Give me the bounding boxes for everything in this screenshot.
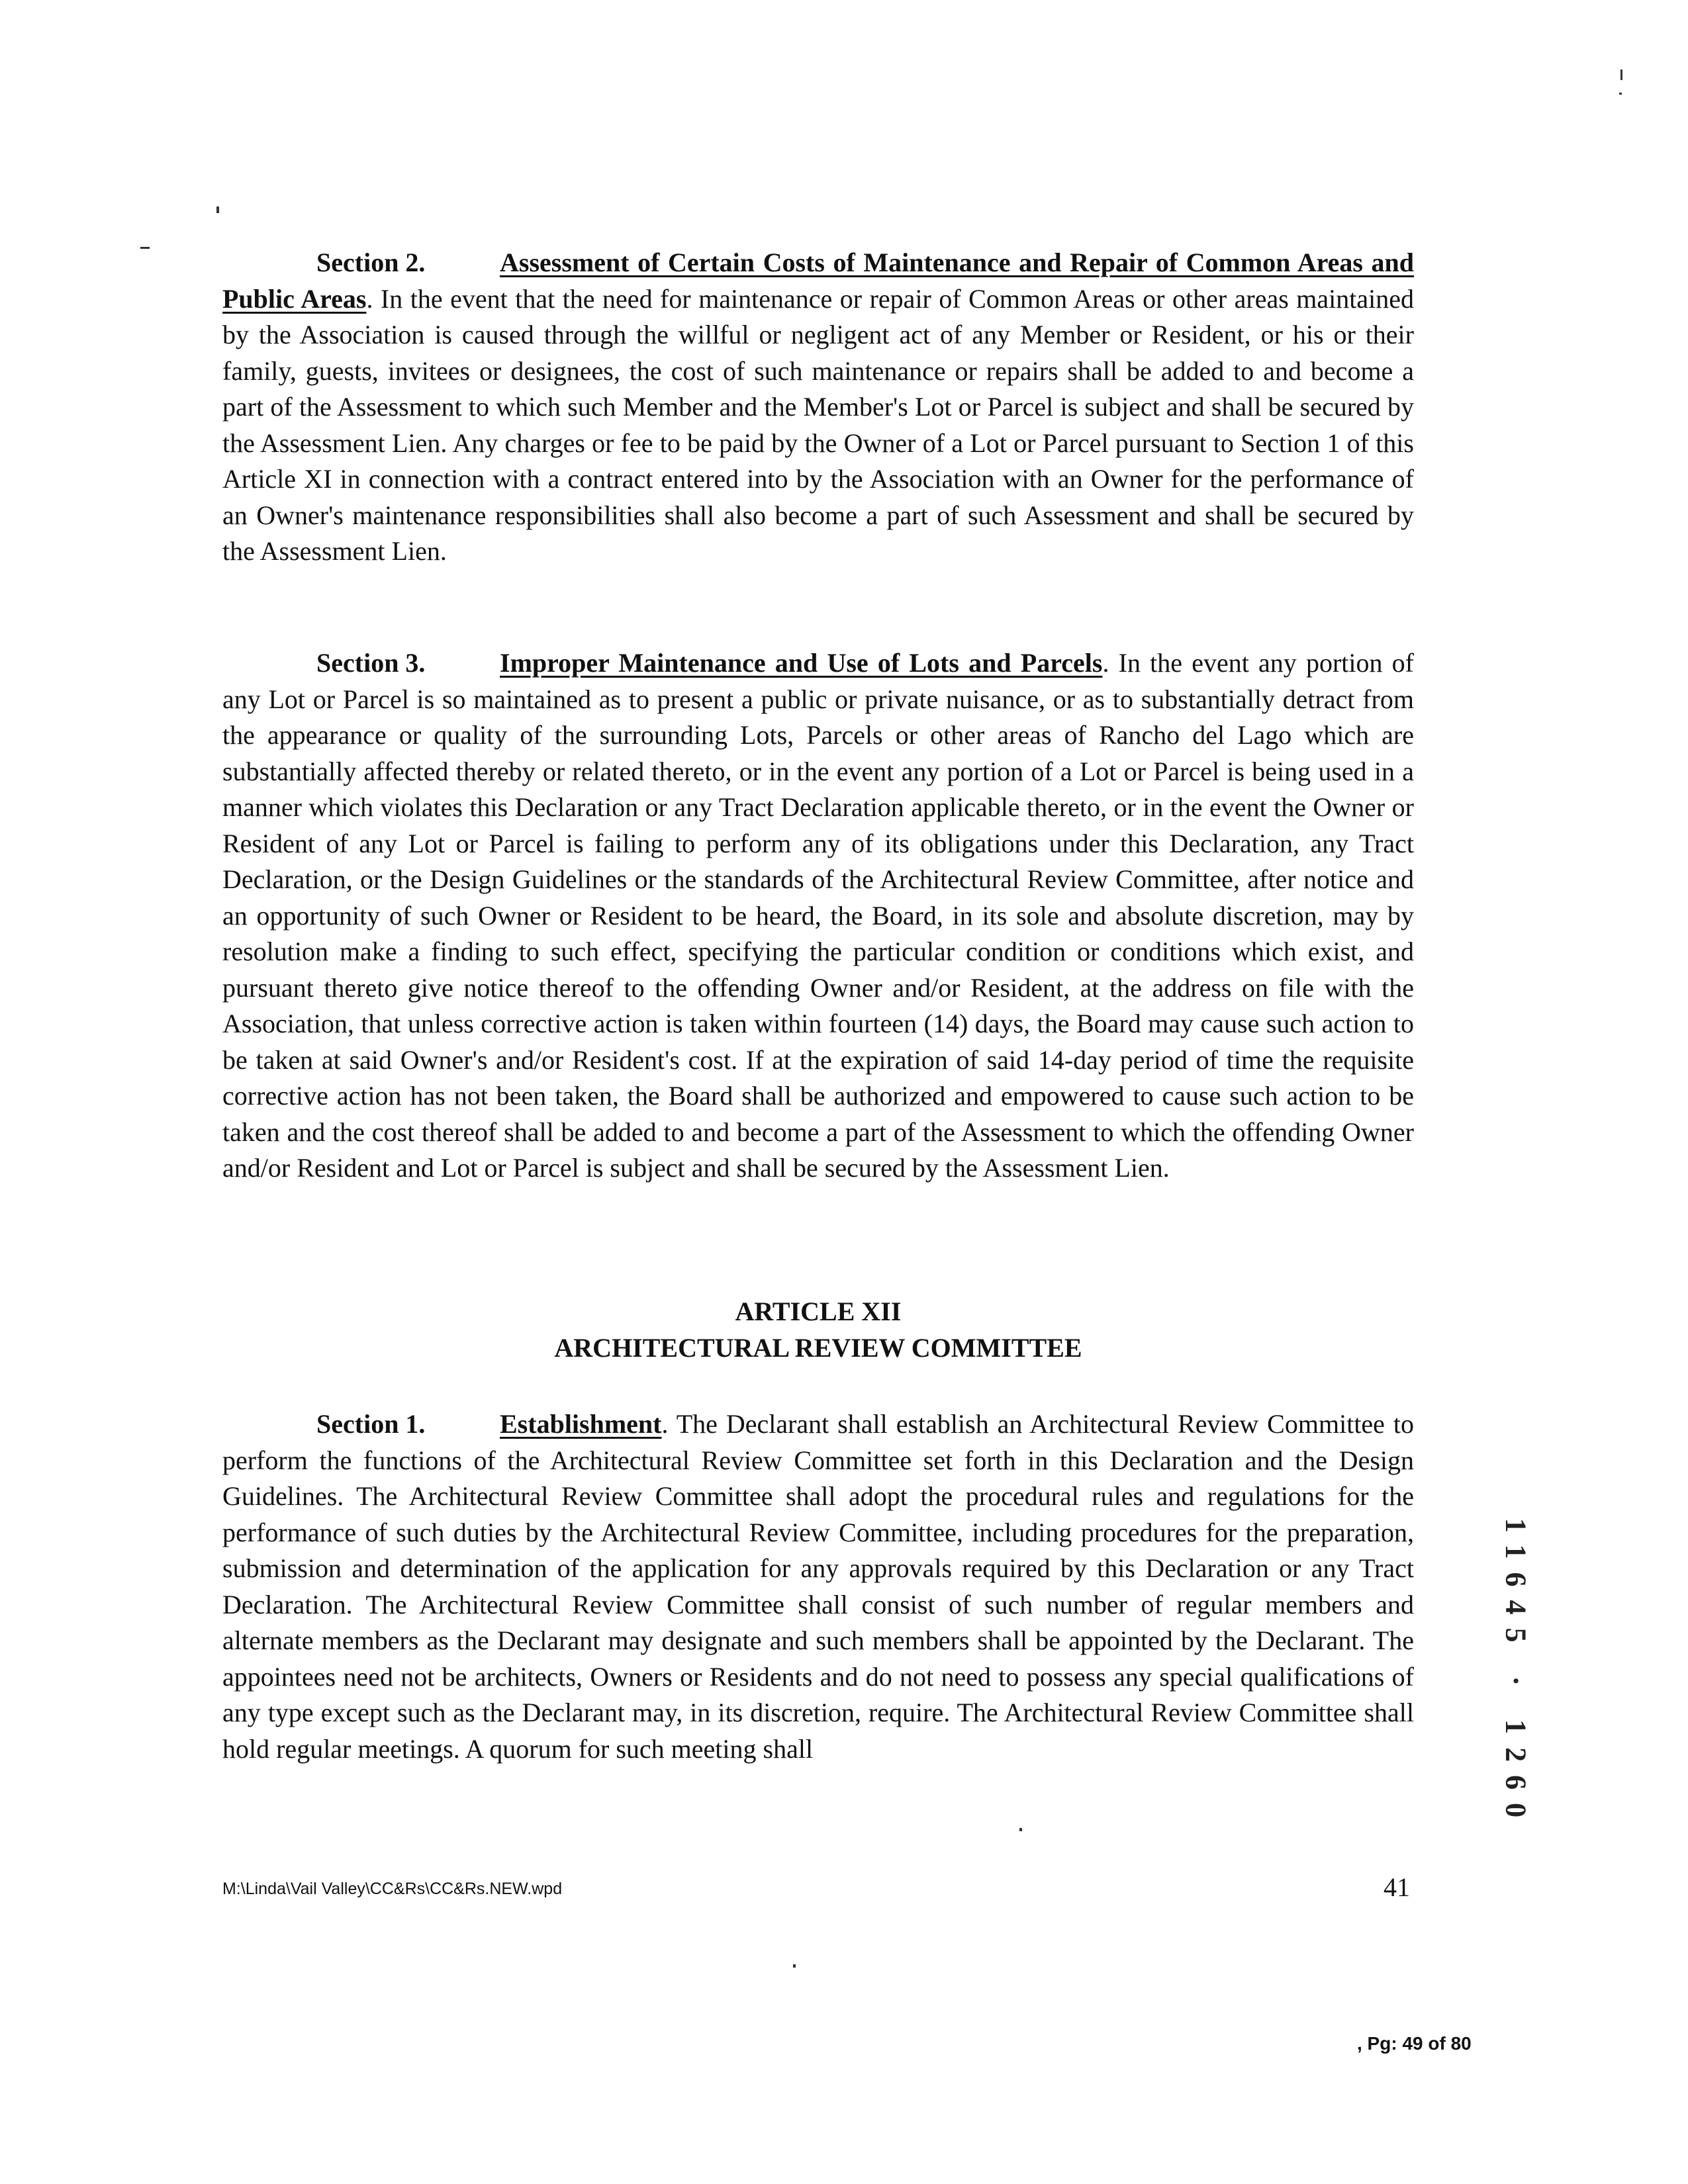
- section-3: [222, 645, 1414, 1187]
- scan-mark: [1620, 69, 1622, 80]
- scan-mark: [216, 206, 219, 213]
- scan-mark: [1019, 1828, 1022, 1831]
- section-2: [222, 245, 1414, 570]
- section-1-title: Establishment: [500, 1409, 662, 1439]
- section-1: [222, 1406, 1414, 1767]
- scan-mark: [793, 1964, 796, 1968]
- section-1-body: . The Declarant shall establish an Architectural Review Committee to perform the functions of the Architectural Review Committee set forth in this Declaration and the Design Guidelines. The Architectural Review Committee shall adopt the procedural rules and regulations for the performance of such duties by the Architectural Review Committee, including procedures for the preparation, submission and determination of the application for any approvals required by this Declaration or any Tract Declaration. The Architectural Review Committee shall consist of such number of regular members and alternate members as the Declarant may designate and such members shall be appointed by the Declarant. The appointees need not be architects, Owners or Residents and do not need to possess any special qualifications of any type except such as the Declarant may, in its discretion, require. The Architectural Review Committee shall hold regular meetings. A quorum for such meeting shall: [222, 1409, 1414, 1764]
- scan-mark: [1619, 93, 1622, 95]
- article-number: ARTICLE XII: [735, 1297, 902, 1326]
- section-3-number: Section 3.: [316, 648, 426, 678]
- recording-stamp: [1483, 1502, 1549, 1846]
- page-count-stamp: , Pg: 49 of 80: [1357, 2033, 1472, 2054]
- section-2-body: . In the event that the need for maintenance or repair of Common Areas or other areas maintained by the Association is caused through the willful or negligent act of any Member or Resident, or his or their family, guests, invitees or designees, the cost of such maintenance or repairs shall be added to and become a part of the Assessment to which such Member and the Member's Lot or Parcel is subject and shall be secured by the Assessment Lien. Any charges or fee to be paid by the Owner of a Lot or Parcel pursuant to Section 1 of this Article XI in connection with a contract entered into by the Association with an Owner for the performance of an Owner's maintenance responsibilities shall also become a part of such Assessment and shall be secured by the Assessment Lien.: [222, 283, 1415, 566]
- page-number: 41: [1383, 1872, 1410, 1902]
- section-1-number: Section 1.: [316, 1409, 426, 1439]
- recording-number: 11645 · 1260: [1499, 1518, 1532, 1831]
- article-heading: [222, 1294, 1414, 1366]
- scan-mark: [140, 247, 150, 249]
- section-2-title: Assessment of Certain Costs of Maintenance and Repair of Common Areas and Public Areas: [222, 248, 1414, 314]
- article-title: ARCHITECTURAL REVIEW COMMITTEE: [554, 1332, 1082, 1363]
- footer-file-path: M:\Linda\Vail Valley\CC&Rs\CC&Rs.NEW.wpd: [222, 1880, 563, 1898]
- section-3-body: . In the event any portion of any Lot or Parcel is so maintained as to present a public or private nuisance, or as to substantially detract from the appearance or quality of the surrounding Lots, Parcels or other areas of Rancho del Lago which are substantially affected thereby or related thereto, or in the event any portion of a Lot or Parcel is being used in a manner which violates this Declaration or any Tract Declaration applicable thereto, or in the event the Owner or Resident of any Lot or Parcel is failing to perform any of its obligations under this Declaration, any Tract Declaration, or the Design Guidelines or the standards of the Architectural Review Committee, after notice and an opportunity of such Owner or Resident to be heard, the Board, in its sole and absolute discretion, may by resolution make a finding to such effect, specifying the particular condition or conditions which exist, and pursuant thereto give notice thereof to the offending Owner and/or Resident, at the address on file with the Association, that unless corrective action is taken within fourteen (14) days, the Board may cause such action to be taken at said Owner's and/or Resident's cost. If at the expiration of said 14-day period of time the requisite corrective action has not been taken, the Board shall be authorized and empowered to cause such action to be taken and the cost thereof shall be added to and become a part of the Assessment to which the offending Owner and/or Resident and Lot or Parcel is subject and shall be secured by the Assessment Lien.: [222, 648, 1414, 1183]
- section-3-title: Improper Maintenance and Use of Lots and Parcels: [500, 648, 1103, 678]
- section-2-number: Section 2.: [316, 248, 426, 277]
